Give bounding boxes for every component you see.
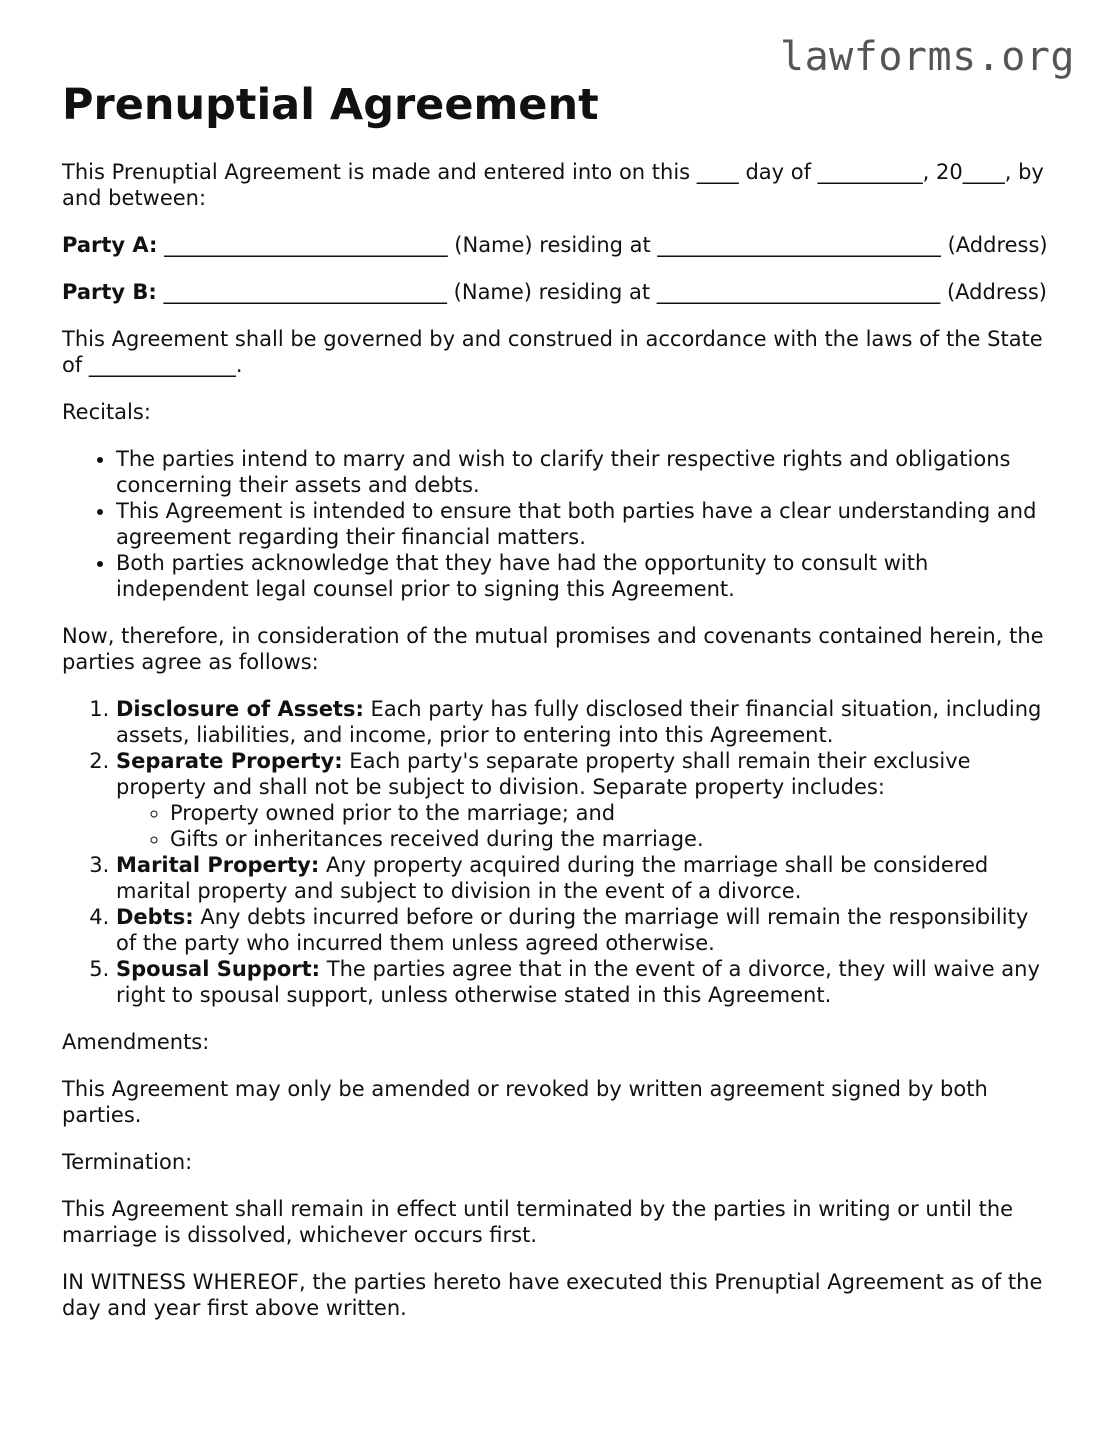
separate-property-sublist <box>116 800 1052 852</box>
amendments-heading: Amendments: <box>62 1030 210 1054</box>
page-title: Prenuptial Agreement <box>62 80 599 130</box>
amendments-paragraph: This Agreement may only be amended or revoked by written agreement signed by both parties. <box>62 1077 988 1127</box>
term-text: Each party has fully disclosed their financial situation, including assets, liabilities, and income, prior to entering into this Agreement. <box>116 697 1042 747</box>
recital-item: • The parties intend to marry and wish to clarify their respective rights and obligations concerning their assets and debts. <box>116 446 1052 498</box>
document-page <box>62 80 1052 1342</box>
term-label: Separate Property: <box>116 749 343 773</box>
term-text: Any property acquired during the marriage shall be considered marital property and subject to division in the event of a divorce. <box>116 853 989 903</box>
intro-paragraph: This Prenuptial Agreement is made and entered into on this ____ day of __________, 20____, by and between: <box>62 160 1044 210</box>
recitals-heading: Recitals: <box>62 400 151 424</box>
term-label: Spousal Support: <box>116 957 321 981</box>
governing-law-paragraph: This Agreement shall be governed by and construed in accordance with the laws of the State of ______________. <box>62 327 1043 377</box>
term-label: Marital Property: <box>116 853 320 877</box>
party-b-label: Party B: <box>62 280 157 304</box>
term-separate-property <box>116 748 1052 852</box>
terms-list <box>62 696 1052 1008</box>
term-debts <box>116 904 1052 956</box>
sublist-item: ◦ Property owned prior to the marriage; and <box>170 800 1052 826</box>
recital-item: • Both parties acknowledge that they have had the opportunity to consult with independent legal counsel prior to signing this Agreement. <box>116 550 1052 602</box>
term-disclosure-of-assets <box>116 696 1052 748</box>
recital-item: • This Agreement is intended to ensure that both parties have a clear understanding and agreement regarding their financial matters. <box>116 498 1052 550</box>
party-b-line <box>62 279 1052 305</box>
site-watermark: lawforms.org <box>780 34 1075 80</box>
party-a-text: ___________________________ (Name) residing at ___________________________ (Address) <box>157 233 1048 257</box>
term-text: The parties agree that in the event of a divorce, they will waive any right to spousal support, unless otherwise stated in this Agreement. <box>116 957 1040 1007</box>
term-label: Debts: <box>116 905 194 929</box>
termination-heading: Termination: <box>62 1150 193 1174</box>
termination-paragraph: This Agreement shall remain in effect until terminated by the parties in writing or until the marriage is dissolved, whichever occurs first. <box>62 1197 1014 1247</box>
term-text: Each party's separate property shall remain their exclusive property and shall not be subject to division. Separate property includes: <box>116 749 971 799</box>
term-marital-property <box>116 852 1052 904</box>
term-spousal-support <box>116 956 1052 1008</box>
consideration-paragraph: Now, therefore, in consideration of the mutual promises and covenants contained herein, the parties agree as follows: <box>62 624 1044 674</box>
party-b-text: ___________________________ (Name) residing at ___________________________ (Address) <box>156 280 1047 304</box>
sublist-item: ◦ Gifts or inheritances received during the marriage. <box>170 826 1052 852</box>
term-text: Any debts incurred before or during the marriage will remain the responsibility of the party who incurred them unless agreed otherwise. <box>116 905 1029 955</box>
witness-paragraph: IN WITNESS WHEREOF, the parties hereto have executed this Prenuptial Agreement as of the day and year first above written. <box>62 1270 1043 1320</box>
party-a-label: Party A: <box>62 233 158 257</box>
party-a-line <box>62 232 1052 258</box>
term-label: Disclosure of Assets: <box>116 697 364 721</box>
recitals-list <box>62 446 1052 602</box>
